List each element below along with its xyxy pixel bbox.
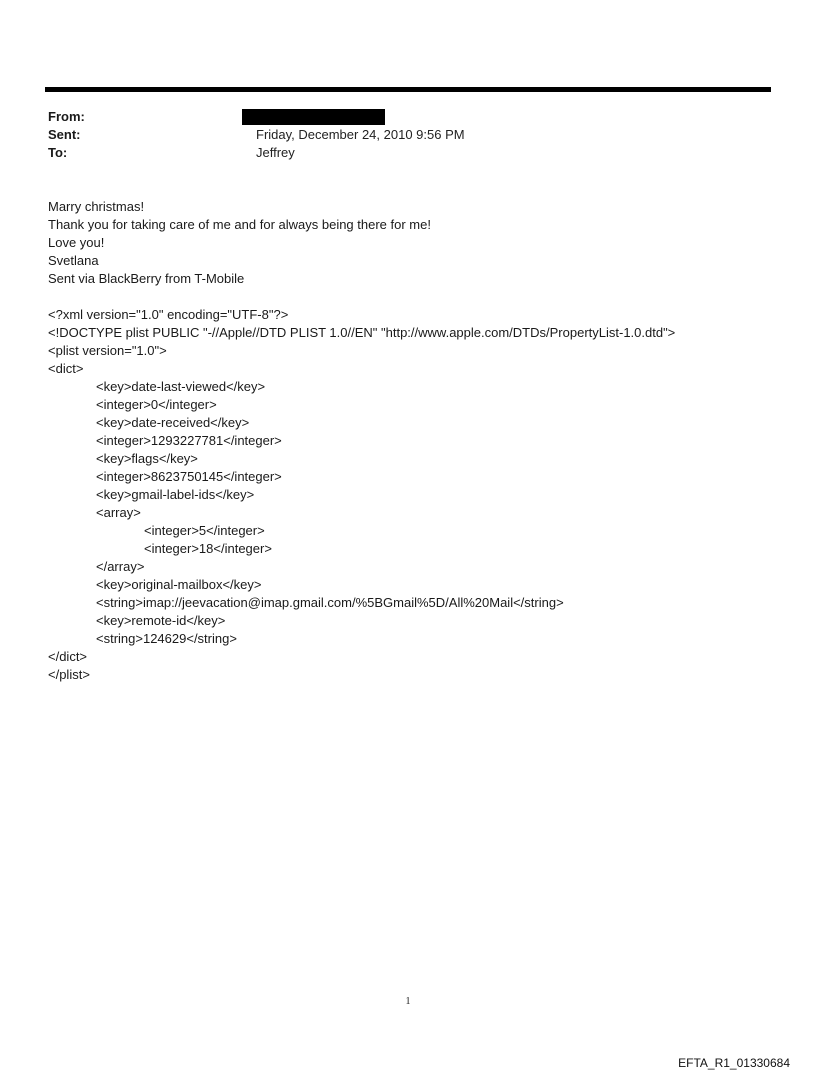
from-redaction <box>242 109 385 125</box>
plist-entry: <key>flags</key> <box>96 451 198 466</box>
message-line: Love you! <box>48 235 105 250</box>
plist-entry: </array> <box>96 559 145 574</box>
plist-entry: <string>imap://jeevacation@imap.gmail.com/%5BGmail%5D/All%20Mail</string> <box>96 595 564 610</box>
plist-entry: <string>124629</string> <box>96 631 237 646</box>
plist-xml-declaration: <?xml version="1.0" encoding="UTF-8"?> <box>48 307 289 322</box>
spacer <box>48 288 788 306</box>
dict-close-tag: </dict> <box>48 649 88 664</box>
to-value: Jeffrey <box>256 145 295 160</box>
message-line: Marry christmas! <box>48 199 145 214</box>
plist-entry: <key>remote-id</key> <box>96 613 226 628</box>
plist-entry: <integer>1293227781</integer> <box>96 433 282 448</box>
message-line: Thank you for taking care of me and for always being there for me! <box>48 217 431 232</box>
plist-array-item: <integer>5</integer> <box>144 523 265 538</box>
message-line: Sent via BlackBerry from T-Mobile <box>48 271 245 286</box>
dict-open-tag: <dict> <box>48 361 84 376</box>
email-body <box>48 198 788 684</box>
header-rule <box>45 87 771 92</box>
message-line: Svetlana <box>48 253 99 268</box>
to-label: To: <box>48 145 68 160</box>
plist-entry: <integer>0</integer> <box>96 397 217 412</box>
plist-entry: <key>date-received</key> <box>96 415 250 430</box>
plist-array-item: <integer>18</integer> <box>144 541 272 556</box>
page-number: 1 <box>405 996 411 1007</box>
sent-label: Sent: <box>48 127 81 142</box>
plist-entry: <key>original-mailbox</key> <box>96 577 262 592</box>
plist-open-tag: <plist version="1.0"> <box>48 343 167 358</box>
plist-close-tag: </plist> <box>48 667 90 682</box>
plist-entry: <array> <box>96 505 141 520</box>
from-label: From: <box>48 109 85 124</box>
plist-entry: <integer>8623750145</integer> <box>96 469 282 484</box>
plist-entry: <key>gmail-label-ids</key> <box>96 487 255 502</box>
plist-doctype: <!DOCTYPE plist PUBLIC "-//Apple//DTD PLIST 1.0//EN" "http://www.apple.com/DTDs/PropertyList-1.0.dtd"> <box>48 325 676 340</box>
document-id: EFTA_R1_01330684 <box>678 1056 790 1070</box>
sent-value: Friday, December 24, 2010 9:56 PM <box>256 127 465 142</box>
plist-entry: <key>date-last-viewed</key> <box>96 379 266 394</box>
